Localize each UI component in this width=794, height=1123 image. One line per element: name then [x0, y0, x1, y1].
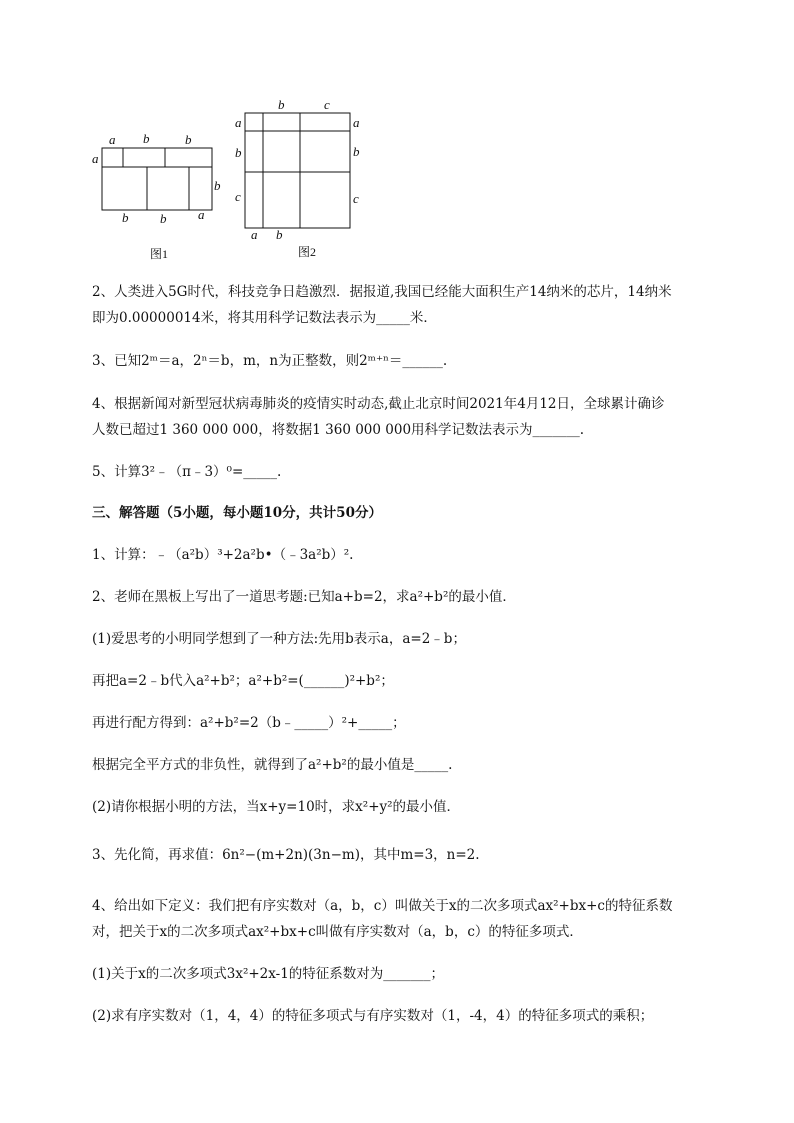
fig2-caption: 图2: [298, 245, 317, 259]
fig2-left-label: c: [235, 189, 241, 204]
fig2-bottom-label: a: [251, 227, 258, 242]
fig2-outer-rect: [245, 113, 350, 228]
solve-question-1: 1、计算：﹣（a²b）³+2a²b•（﹣3a²b）².: [92, 547, 354, 563]
fig1-left-label: a: [92, 151, 99, 166]
fig1-bottom-label: b: [160, 211, 167, 226]
question-3: 3、已知2ᵐ＝a，2ⁿ＝b，m，n为正整数，则2ᵐ⁺ⁿ＝______.: [92, 353, 448, 369]
figure-1-diagram: [88, 128, 228, 263]
fig1-bottom-label: b: [122, 210, 129, 225]
solve-question-4-line-1: 4、给出如下定义：我们把有序实数对（a，b，c）叫做关于x的二次多项式ax²+bx+c的特征系数: [92, 898, 673, 914]
fig1-caption: 图1: [150, 247, 169, 261]
figure-2-diagram: [228, 95, 368, 265]
solve-question-4-line-3: (1)关于x的二次多项式3x²+2x-1的特征系数对为_______；: [92, 966, 445, 982]
fig2-left-label: a: [235, 115, 242, 130]
solve-question-2-line-5: 根据完全平方式的非负性，就得到了a²+b²的最小值是_____.: [92, 757, 453, 773]
fig1-top-label: a: [109, 132, 116, 147]
section-3-heading: 三、解答题（5小题，每小题10分，共计50分）: [92, 505, 382, 521]
solve-question-4-line-4: (2)求有序实数对（1，4，4）的特征多项式与有序实数对（1，-4，4）的特征多项式的乘积；: [92, 1008, 654, 1024]
question-5: 5、计算3²﹣（π﹣3）⁰=_____.: [92, 464, 282, 480]
fig1-top-label: b: [185, 132, 192, 147]
fig2-right-label: c: [353, 191, 359, 206]
solve-question-2-line-4: 再进行配方得到：a²+b²=2（b﹣_____）²+_____；: [92, 715, 406, 731]
question-2-line-2: 即为0.00000014米，将其用科学记数法表示为_____米．: [92, 310, 437, 326]
fig2-top-label: b: [278, 97, 285, 112]
question-2-line-1: 2、人类进入5G时代，科技竞争日趋激烈．据报道,我国已经能大面积生产14纳米的芯片，14纳米: [92, 284, 672, 300]
question-4-line-1: 4、根据新闻对新型冠状病毒肺炎的疫情实时动态,截止北京时间2021年4月12日，全球累计确诊: [92, 396, 665, 412]
fig1-outer-rect: [102, 148, 212, 210]
question-4-line-2: 人数已超过1 360 000 000，将数据1 360 000 000用科学记数法表示为_______.: [92, 422, 585, 438]
fig1-bottom-label: a: [198, 207, 205, 222]
solve-question-2-line-2: (1)爱思考的小明同学想到了一种方法:先用b表示a，a=2﹣b；: [92, 631, 466, 647]
fig2-top-label: c: [324, 97, 330, 112]
fig1-right-label: b: [214, 178, 221, 193]
solve-question-2-line-6: (2)请你根据小明的方法，当x+y=10时，求x²+y²的最小值．: [92, 799, 461, 815]
solve-question-4-line-2: 对，把关于x的二次多项式ax²+bx+c叫做有序实数对（a，b，c）的特征多项式．: [92, 924, 583, 940]
solve-question-2-line-3: 再把a=2﹣b代入a²+b²；a²+b²=(______)²+b²；: [92, 673, 394, 689]
solve-question-2-line-1: 2、老师在黑板上写出了一道思考题:已知a+b=2，求a²+b²的最小值．: [92, 589, 516, 605]
solve-question-3: 3、先化简，再求值：6n²−(m+2n)(3n−m)，其中m=3，n=2.: [92, 847, 480, 863]
fig2-left-label: b: [235, 145, 242, 160]
fig2-right-label: b: [353, 144, 360, 159]
fig1-top-label: b: [143, 131, 150, 146]
fig2-bottom-label: b: [276, 227, 283, 242]
fig2-right-label: a: [353, 115, 360, 130]
